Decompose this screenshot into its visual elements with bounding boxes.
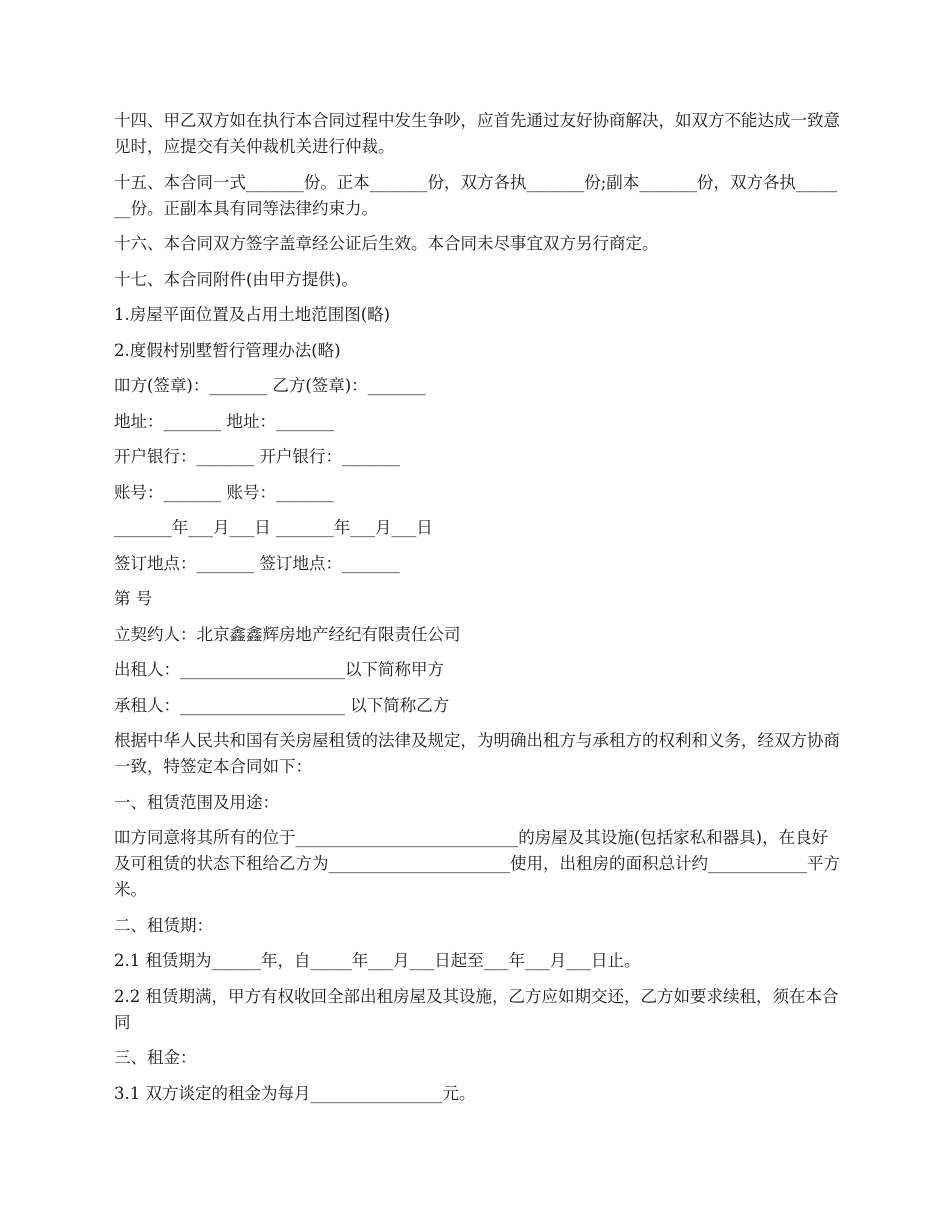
contract-number: 第 号 xyxy=(114,589,153,608)
section-3-heading: 三、租金： xyxy=(114,1048,197,1067)
contract-party: 立契约人：北京鑫鑫辉房地产经纪有限责任公司 xyxy=(114,624,461,644)
preamble: 根据中华人民共和国有关房屋租赁的法律及规定，为明确出租方与承租方的权利和义务，经双方协商一致，特签定本合同如下： xyxy=(114,731,840,776)
bank-line: 开户银行：_______ 开户银行：_______ xyxy=(114,447,400,466)
section-2-heading: 二、租赁期： xyxy=(114,915,213,935)
attachment-1: 1.房屋平面位置及占用土地范围图(略) xyxy=(114,305,391,324)
clause-2-1: 2.1 租赁期为______年，自_____年___月___日起至___年___月___日止。 xyxy=(114,951,641,970)
clause-3-1: 3.1 双方谈定的租金为每月________________元。 xyxy=(114,1083,476,1103)
lessor-line: 出租人：____________________以下简称甲方 xyxy=(114,660,444,679)
document-body xyxy=(114,108,844,1116)
date-line: _______年___月___日 _______年___月___日 xyxy=(114,518,433,537)
lessee-line: 承租人：____________________ 以下简称乙方 xyxy=(114,695,450,715)
section-1-body: 吅方同意将其所有的位于___________________________的房屋及其设施(包括家私和器具)，在良好及可租赁的状态下租给乙方为______________________使用，出租房的面积总计约____________平方米。 xyxy=(114,828,840,899)
section-1-heading: 一、租赁范围及用途： xyxy=(114,792,279,812)
clause-16: 十六、本合同双方签字盖章经公证后生效。本合同未尽事宜双方另行商定。 xyxy=(114,234,659,253)
account-line: 账号：_______ 账号：_______ xyxy=(114,482,334,502)
clause-15: 十五、本合同一式_______份。正本_______份，双方各执_______份;副本_______份，双方各执_______份。正副本具有同等法律约束力。 xyxy=(114,172,838,218)
clause-17: 十七、本合同附件(由甲方提供)。 xyxy=(114,269,358,289)
signature-line: 吅方(签章)：_______ 乙方(签章)：_______ xyxy=(114,376,426,395)
address-line: 地址：_______ 地址：_______ xyxy=(114,411,334,431)
clause-14: 十四、甲乙双方如在执行本合同过程中发生争吵，应首先通过友好协商解决，如双方不能达成一致意见时，应提交有关仲裁机关进行仲裁。 xyxy=(114,111,840,156)
signing-place-line: 签订地点：_______ 签订地点：_______ xyxy=(114,553,400,573)
attachment-2: 2.度假村别墅暂行管理办法(略) xyxy=(114,340,341,360)
clause-2-2: 2.2 租赁期满，甲方有权收回全部出租房屋及其设施，乙方应如期交还，乙方如要求续租，须在本合同 xyxy=(114,986,839,1032)
